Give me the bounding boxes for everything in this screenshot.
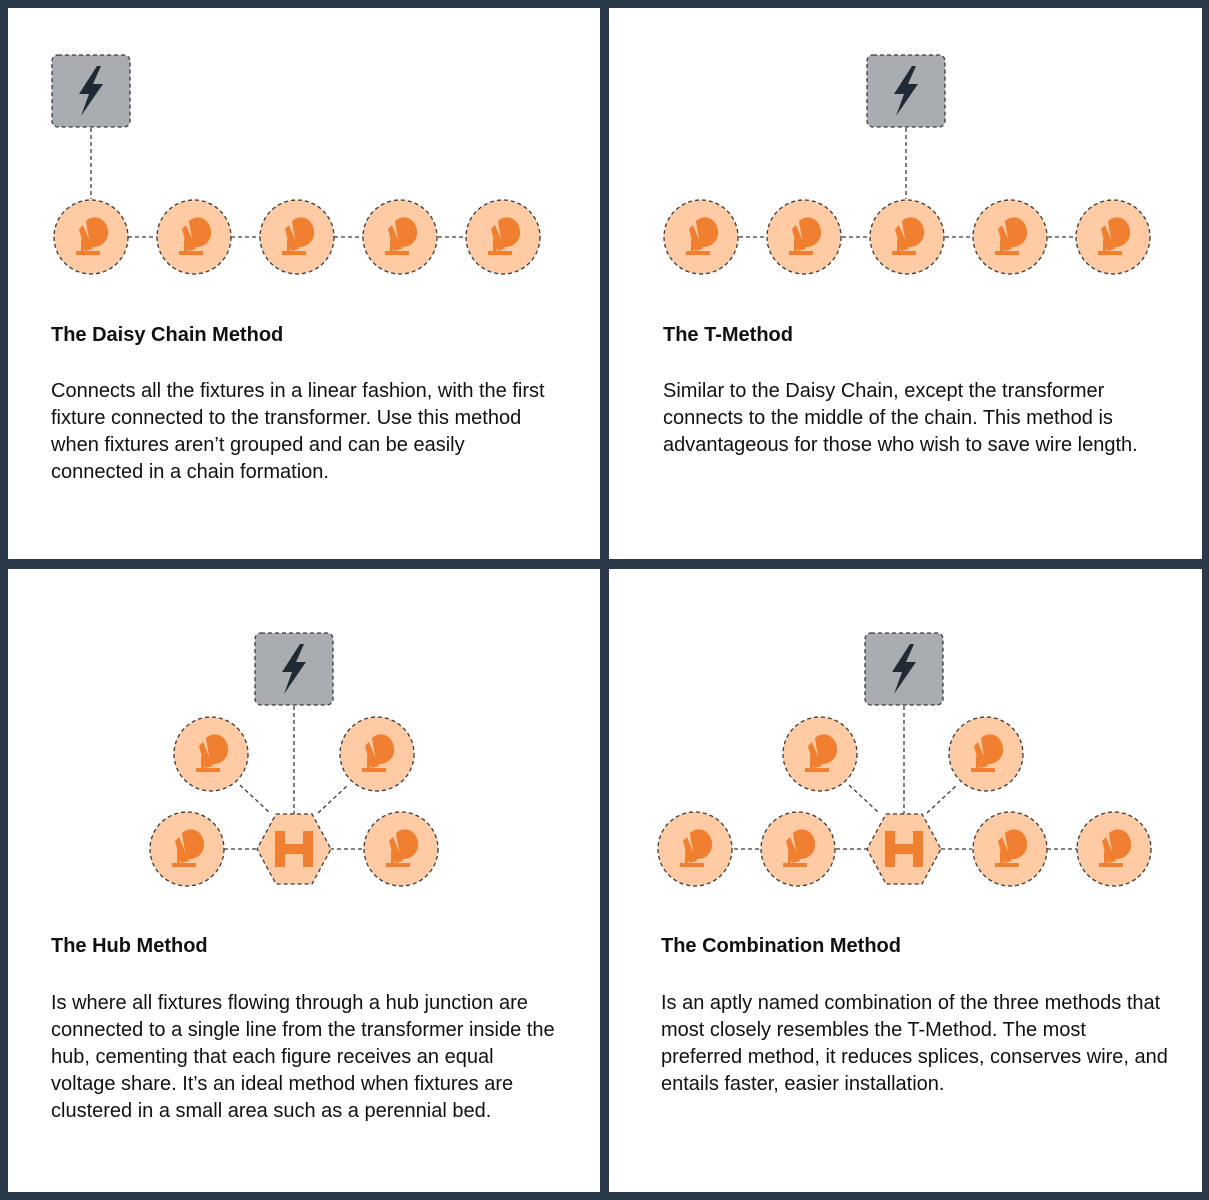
hub-junction-icon: [257, 814, 331, 884]
fixture-spotlight-icon: [1077, 812, 1151, 886]
fixture-spotlight-icon: [1076, 200, 1150, 274]
fixture-spotlight-icon: [363, 200, 437, 274]
panel-daisy-chain: [8, 8, 600, 559]
fixture-spotlight-icon: [340, 717, 414, 791]
panel-description: Connects all the fixtures in a linear fashion, with the first fixture connected to the transformer. Use this method when fixtures aren’t grouped and can be easily connected in a chain formation.: [51, 380, 545, 483]
fixture-spotlight-icon: [870, 200, 944, 274]
combination-method-diagram: [609, 569, 1202, 909]
transformer-lightning-icon: [867, 55, 945, 127]
wire: [927, 785, 957, 813]
transformer-lightning-icon: [52, 55, 130, 127]
fixture-spotlight-icon: [658, 812, 732, 886]
wire: [240, 785, 270, 813]
fixture-spotlight-icon: [761, 812, 835, 886]
fixture-spotlight-icon: [949, 717, 1023, 791]
panel-title: The Daisy Chain Method: [51, 324, 284, 346]
panel-hub-method: [8, 569, 600, 1192]
hub-method-diagram: [8, 569, 600, 909]
transformer-lightning-icon: [865, 633, 943, 705]
panel-t-method: [609, 8, 1202, 559]
transformer-lightning-icon: [255, 633, 333, 705]
hub-junction-icon: [867, 814, 941, 884]
wire: [318, 785, 348, 813]
fixture-spotlight-icon: [973, 200, 1047, 274]
fixture-spotlight-icon: [260, 200, 334, 274]
panel-description: Is where all fixtures flowing through a hub junction are connected to a single line from the transformer inside the hub, cementing that each figure receives an equal voltage share. It’s an ideal method when fixtures are clustered in a small area such as a perennial bed.: [51, 992, 555, 1122]
fixture-spotlight-icon: [664, 200, 738, 274]
panel-combination-method: [609, 569, 1202, 1192]
panel-description: Is an aptly named combination of the three methods that most closely resembles the T-Method. The most preferred method, it reduces splices, conserves wire, and entails faster, easier installation.: [661, 992, 1168, 1095]
panel-title: The Hub Method: [51, 935, 208, 957]
daisy-chain-diagram: [8, 8, 600, 308]
fixture-spotlight-icon: [466, 200, 540, 274]
t-method-diagram: [609, 8, 1202, 308]
fixture-spotlight-icon: [973, 812, 1047, 886]
panel-description: Similar to the Daisy Chain, except the transformer connects to the middle of the chain. This method is advantageous for those who wish to save wire length.: [663, 380, 1138, 456]
fixture-spotlight-icon: [364, 812, 438, 886]
fixture-spotlight-icon: [157, 200, 231, 274]
panel-title: The T-Method: [663, 324, 793, 346]
fixture-spotlight-icon: [54, 200, 128, 274]
wire: [849, 785, 879, 813]
panel-title: The Combination Method: [661, 935, 901, 957]
fixture-spotlight-icon: [150, 812, 224, 886]
fixture-spotlight-icon: [174, 717, 248, 791]
fixture-spotlight-icon: [767, 200, 841, 274]
fixture-spotlight-icon: [783, 717, 857, 791]
